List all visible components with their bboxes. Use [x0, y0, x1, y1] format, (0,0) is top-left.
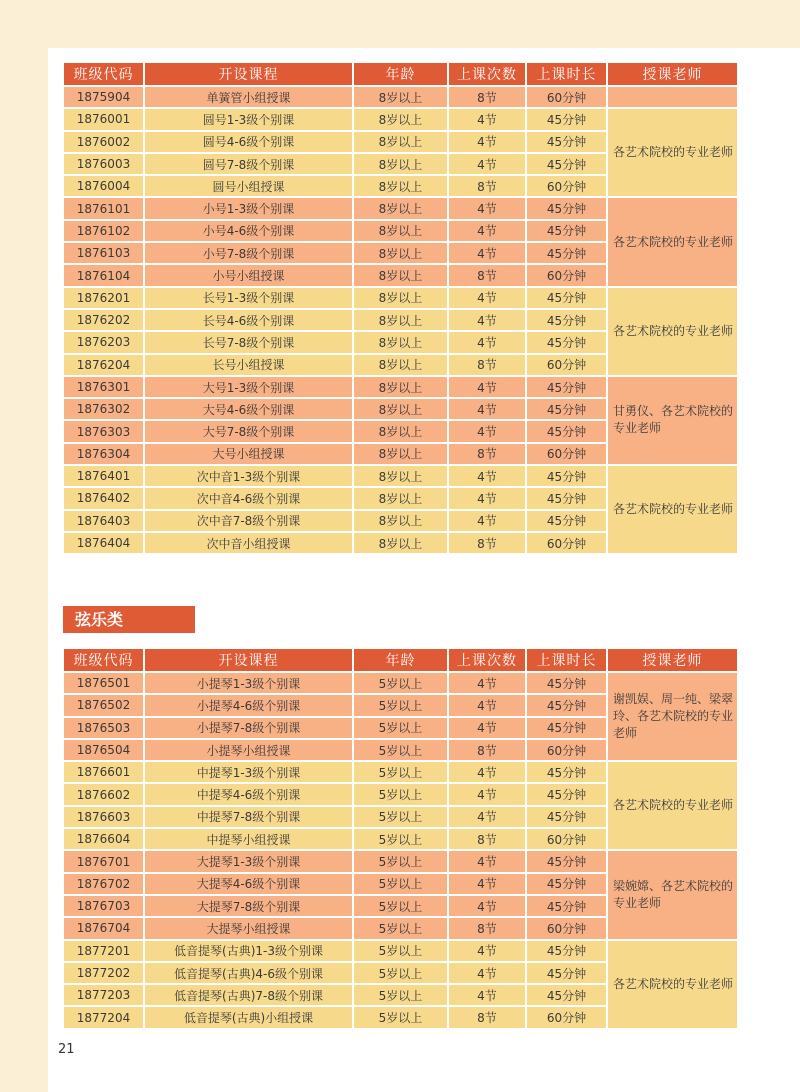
- duration-cell: 60分钟: [527, 265, 606, 285]
- age-cell: 8岁以上: [354, 466, 447, 486]
- teacher-cell: 各艺术院校的专业老师: [608, 941, 737, 1028]
- duration-cell: 45分钟: [527, 488, 606, 508]
- class-code-cell: 1876403: [64, 511, 143, 531]
- age-cell: 8岁以上: [354, 377, 447, 397]
- class-code-cell: 1876603: [64, 807, 143, 827]
- table-row: [64, 673, 737, 693]
- course-cell: 大提琴4-6级个别课: [145, 874, 352, 894]
- class-code-cell: 1876702: [64, 874, 143, 894]
- age-cell: 5岁以上: [354, 896, 447, 916]
- age-cell: 8岁以上: [354, 176, 447, 196]
- class-code-cell: 1877201: [64, 941, 143, 961]
- brass-course-table: [62, 61, 739, 555]
- header-age: 年龄: [354, 63, 447, 85]
- class-code-cell: 1876401: [64, 466, 143, 486]
- course-cell: 低音提琴(古典)4-6级个别课: [145, 963, 352, 983]
- class-code-cell: 1876302: [64, 399, 143, 419]
- age-cell: 8岁以上: [354, 265, 447, 285]
- course-cell: 低音提琴(古典)1-3级个别课: [145, 941, 352, 961]
- sessions-cell: 4节: [449, 718, 525, 738]
- sessions-cell: 8节: [449, 533, 525, 553]
- class-code-cell: 1876001: [64, 109, 143, 129]
- class-code-cell: 1876301: [64, 377, 143, 397]
- sessions-cell: 8节: [449, 918, 525, 938]
- duration-cell: 45分钟: [527, 807, 606, 827]
- duration-cell: 45分钟: [527, 198, 606, 218]
- table-row: [64, 851, 737, 871]
- duration-cell: 45分钟: [527, 109, 606, 129]
- course-cell: 小号4-6级个别课: [145, 221, 352, 241]
- sessions-cell: 4节: [449, 762, 525, 782]
- course-cell: 次中音4-6级个别课: [145, 488, 352, 508]
- duration-cell: 45分钟: [527, 288, 606, 308]
- page-number: 21: [58, 1042, 75, 1057]
- table-row: [64, 109, 737, 129]
- course-cell: 小号1-3级个别课: [145, 198, 352, 218]
- duration-cell: 45分钟: [527, 154, 606, 174]
- header-sessions: 上课次数: [449, 649, 525, 671]
- course-cell: 次中音1-3级个别课: [145, 466, 352, 486]
- sessions-cell: 4节: [449, 399, 525, 419]
- age-cell: 5岁以上: [354, 784, 447, 804]
- sessions-cell: 4节: [449, 511, 525, 531]
- sessions-cell: 8节: [449, 355, 525, 375]
- age-cell: 5岁以上: [354, 963, 447, 983]
- header-teacher: 授课老师: [608, 63, 737, 85]
- duration-cell: 45分钟: [527, 718, 606, 738]
- class-code-cell: 1876701: [64, 851, 143, 871]
- age-cell: 5岁以上: [354, 718, 447, 738]
- duration-cell: 45分钟: [527, 221, 606, 241]
- age-cell: 8岁以上: [354, 288, 447, 308]
- duration-cell: 45分钟: [527, 985, 606, 1005]
- table-header-row: [64, 649, 737, 671]
- sessions-cell: 4节: [449, 221, 525, 241]
- sessions-cell: 8节: [449, 265, 525, 285]
- class-code-cell: 1876504: [64, 740, 143, 760]
- teacher-cell: 各艺术院校的专业老师: [608, 762, 737, 849]
- duration-cell: 45分钟: [527, 695, 606, 715]
- class-code-cell: 1876202: [64, 310, 143, 330]
- class-code-cell: 1876203: [64, 332, 143, 352]
- age-cell: 5岁以上: [354, 851, 447, 871]
- age-cell: 5岁以上: [354, 695, 447, 715]
- course-cell: 长号1-3级个别课: [145, 288, 352, 308]
- course-cell: 大号1-3级个别课: [145, 377, 352, 397]
- sessions-cell: 4节: [449, 310, 525, 330]
- duration-cell: 45分钟: [527, 851, 606, 871]
- table-row: [64, 288, 737, 308]
- age-cell: 5岁以上: [354, 918, 447, 938]
- class-code-cell: 1875904: [64, 87, 143, 107]
- class-code-cell: 1876201: [64, 288, 143, 308]
- age-cell: 8岁以上: [354, 399, 447, 419]
- class-code-cell: 1876602: [64, 784, 143, 804]
- class-code-cell: 1876304: [64, 444, 143, 464]
- age-cell: 8岁以上: [354, 87, 447, 107]
- header-age: 年龄: [354, 649, 447, 671]
- class-code-cell: 1876601: [64, 762, 143, 782]
- duration-cell: 60分钟: [527, 829, 606, 849]
- header-course: 开设课程: [145, 63, 352, 85]
- sessions-cell: 4节: [449, 198, 525, 218]
- age-cell: 8岁以上: [354, 444, 447, 464]
- section-title-strings: 弦乐类: [63, 606, 195, 633]
- sessions-cell: 4节: [449, 377, 525, 397]
- age-cell: 8岁以上: [354, 109, 447, 129]
- class-code-cell: 1877202: [64, 963, 143, 983]
- header-duration: 上课时长: [527, 649, 606, 671]
- class-code-cell: 1876103: [64, 243, 143, 263]
- age-cell: 8岁以上: [354, 332, 447, 352]
- age-cell: 8岁以上: [354, 310, 447, 330]
- sessions-cell: 4节: [449, 874, 525, 894]
- duration-cell: 45分钟: [527, 132, 606, 152]
- course-cell: 中提琴1-3级个别课: [145, 762, 352, 782]
- duration-cell: 45分钟: [527, 963, 606, 983]
- duration-cell: 45分钟: [527, 896, 606, 916]
- class-code-cell: 1876303: [64, 421, 143, 441]
- age-cell: 8岁以上: [354, 355, 447, 375]
- sessions-cell: 4节: [449, 421, 525, 441]
- table-row: [64, 87, 737, 107]
- sessions-cell: 4节: [449, 985, 525, 1005]
- class-code-cell: 1876002: [64, 132, 143, 152]
- sessions-cell: 4节: [449, 896, 525, 916]
- duration-cell: 45分钟: [527, 332, 606, 352]
- table-row: [64, 466, 737, 486]
- teacher-cell: 各艺术院校的专业老师: [608, 198, 737, 285]
- age-cell: 8岁以上: [354, 243, 447, 263]
- course-cell: 小提琴7-8级个别课: [145, 718, 352, 738]
- table-row: [64, 198, 737, 218]
- age-cell: 5岁以上: [354, 807, 447, 827]
- course-cell: 中提琴小组授课: [145, 829, 352, 849]
- duration-cell: 60分钟: [527, 533, 606, 553]
- table-row: [64, 941, 737, 961]
- age-cell: 5岁以上: [354, 874, 447, 894]
- course-cell: 中提琴7-8级个别课: [145, 807, 352, 827]
- sessions-cell: 4节: [449, 488, 525, 508]
- duration-cell: 60分钟: [527, 444, 606, 464]
- class-code-cell: 1876101: [64, 198, 143, 218]
- course-cell: 小提琴小组授课: [145, 740, 352, 760]
- age-cell: 5岁以上: [354, 740, 447, 760]
- teacher-cell: 各艺术院校的专业老师: [608, 466, 737, 553]
- duration-cell: 45分钟: [527, 874, 606, 894]
- teacher-cell: 甘勇仪、各艺术院校的专业老师: [608, 377, 737, 464]
- sessions-cell: 4节: [449, 941, 525, 961]
- course-cell: 小号7-8级个别课: [145, 243, 352, 263]
- strings-course-table: [62, 647, 739, 1030]
- sessions-cell: 4节: [449, 963, 525, 983]
- class-code-cell: 1876501: [64, 673, 143, 693]
- age-cell: 5岁以上: [354, 762, 447, 782]
- sessions-cell: 8节: [449, 176, 525, 196]
- class-code-cell: 1876503: [64, 718, 143, 738]
- course-cell: 圆号小组授课: [145, 176, 352, 196]
- course-cell: 小号小组授课: [145, 265, 352, 285]
- course-cell: 小提琴1-3级个别课: [145, 673, 352, 693]
- course-cell: 大提琴小组授课: [145, 918, 352, 938]
- sessions-cell: 4节: [449, 243, 525, 263]
- sessions-cell: 4节: [449, 109, 525, 129]
- class-code-cell: 1876003: [64, 154, 143, 174]
- course-cell: 大提琴7-8级个别课: [145, 896, 352, 916]
- class-code-cell: 1876102: [64, 221, 143, 241]
- sessions-cell: 8节: [449, 1007, 525, 1027]
- teacher-cell: 谢凯娱、周一纯、梁翠玲、各艺术院校的专业老师: [608, 673, 737, 760]
- course-cell: 次中音7-8级个别课: [145, 511, 352, 531]
- teacher-cell: 各艺术院校的专业老师: [608, 109, 737, 196]
- course-cell: 圆号1-3级个别课: [145, 109, 352, 129]
- duration-cell: 45分钟: [527, 941, 606, 961]
- duration-cell: 45分钟: [527, 511, 606, 531]
- table-row: [64, 377, 737, 397]
- sessions-cell: 4节: [449, 154, 525, 174]
- sessions-cell: 8节: [449, 444, 525, 464]
- duration-cell: 60分钟: [527, 87, 606, 107]
- course-cell: 大提琴1-3级个别课: [145, 851, 352, 871]
- duration-cell: 60分钟: [527, 1007, 606, 1027]
- class-code-cell: 1876004: [64, 176, 143, 196]
- age-cell: 8岁以上: [354, 132, 447, 152]
- class-code-cell: 1877203: [64, 985, 143, 1005]
- duration-cell: 60分钟: [527, 176, 606, 196]
- sessions-cell: 4节: [449, 466, 525, 486]
- sessions-cell: 4节: [449, 673, 525, 693]
- duration-cell: 45分钟: [527, 377, 606, 397]
- header-class-code: 班级代码: [64, 649, 143, 671]
- age-cell: 8岁以上: [354, 533, 447, 553]
- header-duration: 上课时长: [527, 63, 606, 85]
- course-cell: 长号7-8级个别课: [145, 332, 352, 352]
- course-cell: 长号小组授课: [145, 355, 352, 375]
- course-cell: 大号7-8级个别课: [145, 421, 352, 441]
- sessions-cell: 4节: [449, 132, 525, 152]
- duration-cell: 45分钟: [527, 673, 606, 693]
- class-code-cell: 1876704: [64, 918, 143, 938]
- age-cell: 8岁以上: [354, 221, 447, 241]
- sessions-cell: 4节: [449, 695, 525, 715]
- course-cell: 小提琴4-6级个别课: [145, 695, 352, 715]
- sessions-cell: 4节: [449, 332, 525, 352]
- class-code-cell: 1876604: [64, 829, 143, 849]
- class-code-cell: 1876104: [64, 265, 143, 285]
- age-cell: 8岁以上: [354, 154, 447, 174]
- duration-cell: 60分钟: [527, 918, 606, 938]
- duration-cell: 60分钟: [527, 740, 606, 760]
- duration-cell: 45分钟: [527, 421, 606, 441]
- class-code-cell: 1876402: [64, 488, 143, 508]
- table-row: [64, 762, 737, 782]
- sessions-cell: 8节: [449, 829, 525, 849]
- sessions-cell: 8节: [449, 740, 525, 760]
- teacher-cell: 梁婉嫦、各艺术院校的专业老师: [608, 851, 737, 938]
- sessions-cell: 4节: [449, 807, 525, 827]
- class-code-cell: 1876502: [64, 695, 143, 715]
- course-cell: 中提琴4-6级个别课: [145, 784, 352, 804]
- duration-cell: 45分钟: [527, 762, 606, 782]
- age-cell: 8岁以上: [354, 421, 447, 441]
- course-cell: 圆号7-8级个别课: [145, 154, 352, 174]
- course-cell: 低音提琴(古典)小组授课: [145, 1007, 352, 1027]
- table-header-row: [64, 63, 737, 85]
- teacher-cell: 各艺术院校的专业老师: [608, 288, 737, 375]
- age-cell: 8岁以上: [354, 511, 447, 531]
- age-cell: 5岁以上: [354, 673, 447, 693]
- duration-cell: 45分钟: [527, 399, 606, 419]
- header-course: 开设课程: [145, 649, 352, 671]
- duration-cell: 45分钟: [527, 243, 606, 263]
- course-cell: 长号4-6级个别课: [145, 310, 352, 330]
- sessions-cell: 4节: [449, 784, 525, 804]
- class-code-cell: 1876204: [64, 355, 143, 375]
- duration-cell: 45分钟: [527, 310, 606, 330]
- duration-cell: 60分钟: [527, 355, 606, 375]
- age-cell: 5岁以上: [354, 985, 447, 1005]
- header-sessions: 上课次数: [449, 63, 525, 85]
- sessions-cell: 4节: [449, 288, 525, 308]
- course-cell: 次中音小组授课: [145, 533, 352, 553]
- age-cell: 5岁以上: [354, 941, 447, 961]
- class-code-cell: 1876703: [64, 896, 143, 916]
- age-cell: 5岁以上: [354, 829, 447, 849]
- duration-cell: 45分钟: [527, 466, 606, 486]
- course-cell: 低音提琴(古典)7-8级个别课: [145, 985, 352, 1005]
- duration-cell: 45分钟: [527, 784, 606, 804]
- age-cell: 5岁以上: [354, 1007, 447, 1027]
- teacher-cell: [608, 87, 737, 107]
- course-cell: 单簧管小组授课: [145, 87, 352, 107]
- course-cell: 大号4-6级个别课: [145, 399, 352, 419]
- course-cell: 大号小组授课: [145, 444, 352, 464]
- sessions-cell: 4节: [449, 851, 525, 871]
- class-code-cell: 1876404: [64, 533, 143, 553]
- header-teacher: 授课老师: [608, 649, 737, 671]
- age-cell: 8岁以上: [354, 198, 447, 218]
- course-cell: 圆号4-6级个别课: [145, 132, 352, 152]
- age-cell: 8岁以上: [354, 488, 447, 508]
- class-code-cell: 1877204: [64, 1007, 143, 1027]
- header-class-code: 班级代码: [64, 63, 143, 85]
- sessions-cell: 8节: [449, 87, 525, 107]
